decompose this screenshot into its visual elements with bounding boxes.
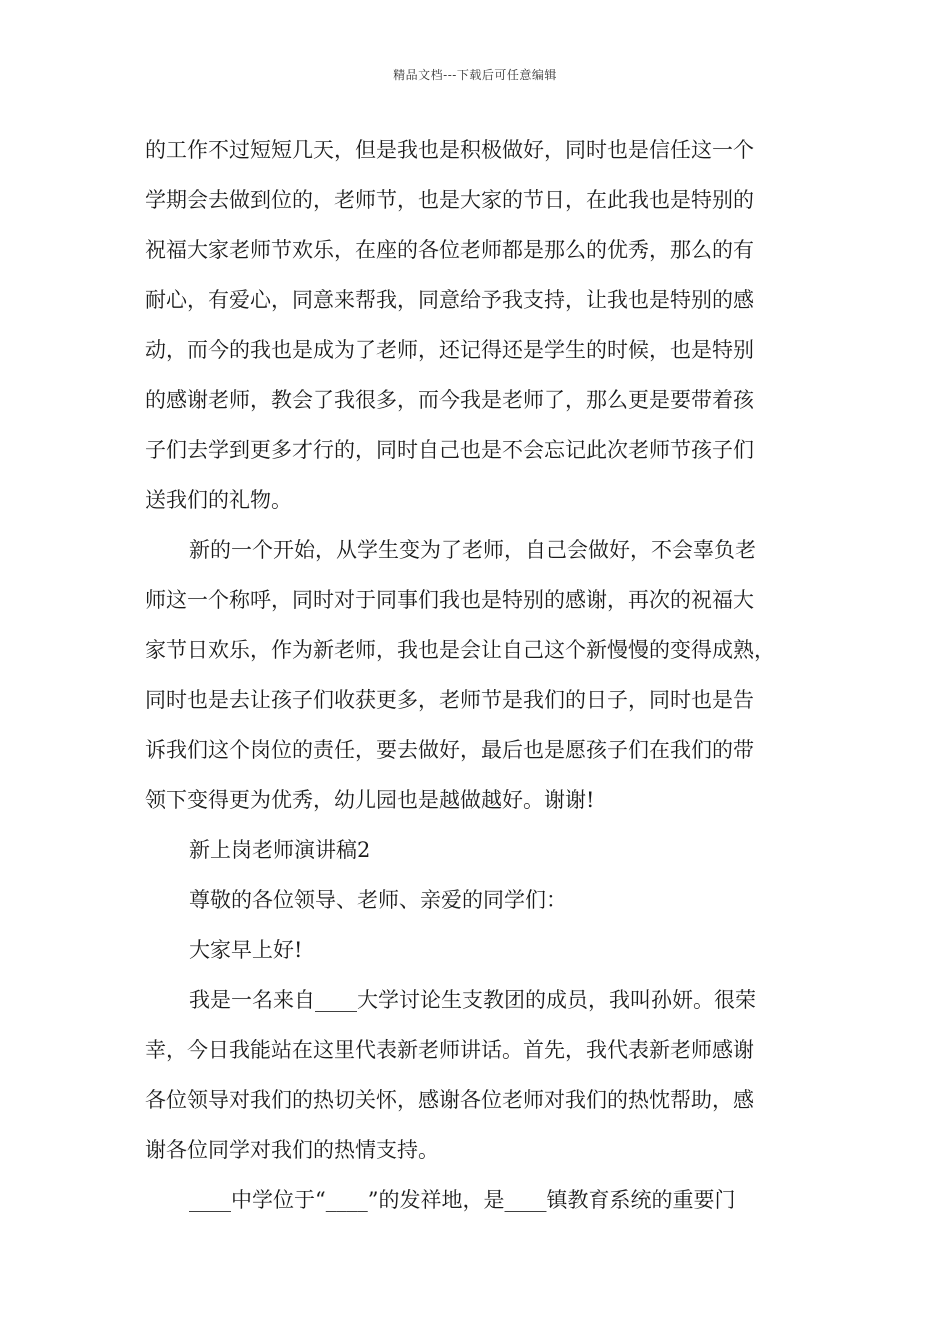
text-line: 谢各位同学对我们的热情支持。	[145, 1138, 439, 1162]
text-line: 送我们的礼物。	[145, 488, 292, 512]
text-line: 领下变得更为优秀，幼儿园也是越做越好。谢谢!	[145, 788, 595, 812]
text-line: 师这一个称呼，同时对于同事们我也是特别的感谢，再次的祝福大	[145, 588, 754, 612]
salutation: 尊敬的各位领导、老师、亲爱的同学们：	[189, 888, 567, 912]
text-line: 同时也是去让孩子们收获更多，老师节是我们的日子，同时也是告	[145, 688, 754, 712]
section-title: 新上岗老师演讲稿2	[189, 838, 371, 862]
text-line: ____中学位于“____”的发祥地，是____镇教育系统的重要门	[189, 1188, 736, 1212]
text-line: 的工作不过短短几天，但是我也是积极做好，同时也是信任这一个	[145, 138, 754, 162]
text-line: 诉我们这个岗位的责任，要去做好，最后也是愿孩子们在我们的带	[145, 738, 754, 762]
text-line: 的感谢老师，教会了我很多，而今我是老师了，那么更是要带着孩	[145, 388, 754, 412]
text-line: 子们去学到更多才行的，同时自己也是不会忘记此次老师节孩子们	[145, 438, 754, 462]
text-line: 我是一名来自____大学讨论生支教团的成员，我叫孙妍。很荣	[189, 988, 756, 1012]
text-line: 学期会去做到位的，老师节，也是大家的节日，在此我也是特别的	[145, 188, 754, 212]
greeting: 大家早上好!	[189, 938, 303, 962]
text-line: 祝福大家老师节欢乐，在座的各位老师都是那么的优秀，那么的有	[145, 238, 754, 262]
text-line: 耐心，有爱心，同意来帮我，同意给予我支持，让我也是特别的感	[145, 288, 754, 312]
text-line: 家节日欢乐，作为新老师，我也是会让自己这个新慢慢的变得成熟，	[145, 638, 775, 662]
page-header: 精品文档---下载后可任意编辑	[393, 68, 557, 82]
text-line: 幸，今日我能站在这里代表新老师讲话。首先，我代表新老师感谢	[145, 1038, 754, 1062]
text-line: 各位领导对我们的热切关怀，感谢各位老师对我们的热忱帮助，感	[145, 1088, 754, 1112]
text-line: 新的一个开始，从学生变为了老师，自己会做好，不会辜负老	[189, 538, 756, 562]
text-line: 动，而今的我也是成为了老师，还记得还是学生的时候，也是特别	[145, 338, 754, 362]
